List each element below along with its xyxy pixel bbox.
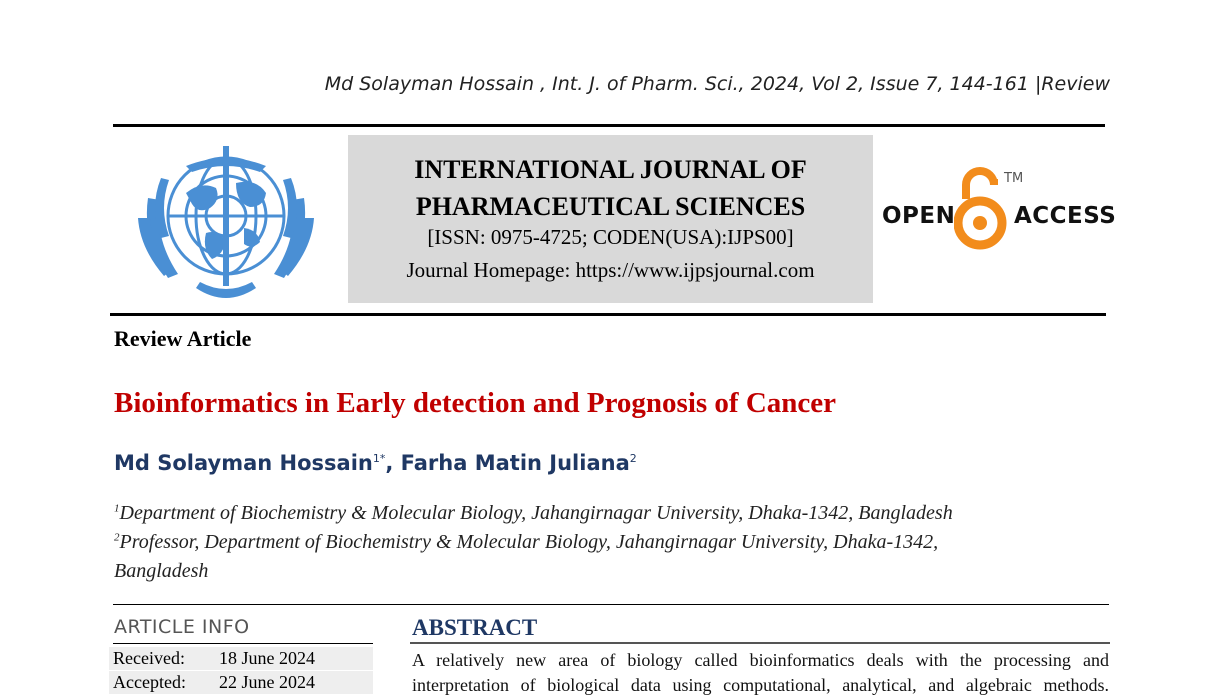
article-info-rule: [113, 643, 373, 644]
abstract-rule: [410, 642, 1110, 644]
open-access-word-open: OPEN: [882, 203, 956, 229]
header-rule-top: [113, 124, 1105, 127]
author-1[interactable]: Md Solayman Hossain: [114, 451, 373, 475]
journal-name-line2: PHARMACEUTICAL SCIENCES: [415, 192, 806, 221]
running-header: Md Solayman Hossain , Int. J. of Pharm. Sci., 2024, Vol 2, Issue 7, 144-161 |Review: [324, 73, 1110, 95]
affiliation-1: [114, 502, 953, 525]
author-1-affiliation-mark: 1*: [372, 452, 386, 465]
author-2-affiliation-mark: 2: [629, 452, 637, 465]
affiliation-2-continued: Bangladesh: [114, 560, 209, 582]
journal-issn: [ISSN: 0975-4725; CODEN(USA):IJPS00]: [427, 225, 794, 249]
accepted-label: Accepted:: [113, 672, 186, 692]
journal-name-line1: INTERNATIONAL JOURNAL OF: [414, 155, 807, 184]
article-info-row-accepted: [109, 671, 373, 694]
article-type: Review Article: [114, 326, 252, 351]
received-label: Received:: [113, 648, 185, 668]
affiliation-2-mark: 2: [114, 531, 120, 544]
affiliation-1-mark: 1: [114, 502, 120, 515]
abstract-line-1: A relatively new area of biology called bioinformatics deals with the processing and: [412, 650, 1109, 670]
article-title: Bioinformatics in Early detection and Prognosis of Cancer: [114, 387, 837, 419]
accepted-date: 22 June 2024: [219, 672, 315, 692]
journal-name: [348, 151, 873, 225]
header-rule-bottom: [110, 313, 1106, 316]
affiliation-2: [114, 531, 938, 554]
received-date: 18 June 2024: [219, 648, 315, 668]
journal-homepage: Journal Homepage: https://www.ijpsjournal.com: [406, 258, 815, 282]
author-separator: ,: [385, 451, 401, 475]
article-info-row-received: [109, 647, 373, 670]
trademark-mark: TM: [1004, 171, 1024, 186]
journal-emblem-logo: [126, 138, 326, 306]
abstract-heading: ABSTRACT: [412, 615, 538, 640]
journal-title-box: [348, 135, 873, 303]
affiliation-1-text: Department of Biochemistry & Molecular Biology, Jahangirnagar University, Dhaka-1342, Bangladesh: [119, 502, 953, 524]
open-access-word-access: ACCESS: [1014, 203, 1117, 229]
open-access-logo: [878, 165, 1117, 255]
affiliation-2-text: Professor, Department of Biochemistry & Molecular Biology, Jahangirnagar University, Dhaka-1342,: [119, 531, 939, 553]
article-info-heading: ARTICLE INFO: [114, 616, 250, 638]
abstract-line-2: interpretation of biological data using computational, analytical, and algebraic methods.: [412, 675, 1109, 695]
section-rule: [113, 604, 1109, 605]
author-list: [114, 451, 637, 475]
author-2[interactable]: Farha Matin Juliana: [400, 451, 630, 475]
